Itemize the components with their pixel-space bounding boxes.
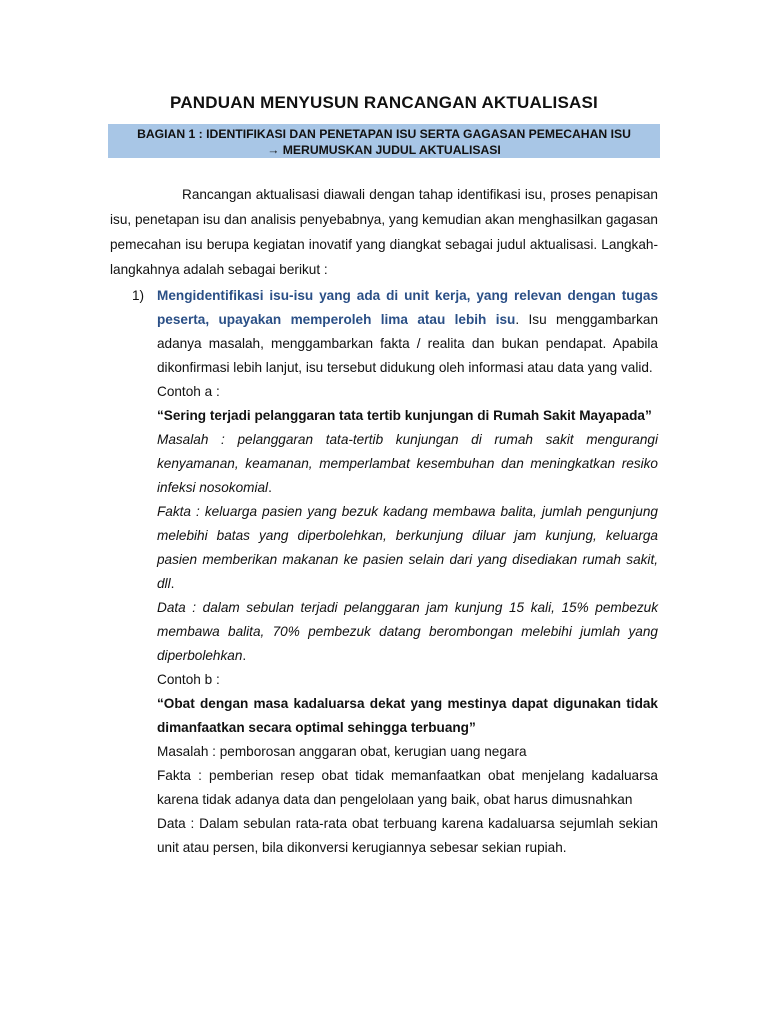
example-a-data-text: Data : dalam sebulan terjadi pelanggaran jam kunjung 15 kali, 15% pembezuk membawa balita, 70% pembezuk datang berombongan melebihi jumlah yang diperbolehkan (157, 600, 658, 663)
example-b-fakta: Fakta : pemberian resep obat tidak memanfaatkan obat menjelang kadaluarsa karena tidak adanya data dan pengelolaan yang baik, obat harus dimusnahkan (157, 768, 658, 807)
example-a-data (157, 596, 658, 668)
example-b-data: Data : Dalam sebulan rata-rata obat terbuang karena kadaluarsa sejumlah sekian unit atau persen, bila dikonversi kerugiannya sebesar sekian rupiah. (157, 816, 658, 855)
item-heading: Mengidentifikasi isu-isu yang ada di unit kerja, yang relevan dengan tugas peserta, upayakan memperoleh lima atau lebih isu (157, 288, 658, 327)
list-number: 1) (132, 288, 145, 303)
banner-line-2-text: MERUMUSKAN JUDUL AKTUALISASI (279, 143, 501, 157)
item-heading-paragraph (157, 284, 658, 380)
banner-line-1: BAGIAN 1 : IDENTIFIKASI DAN PENETAPAN ISU SERTA GAGASAN PEMECAHAN ISU (137, 127, 631, 141)
arrow-right-icon: → (267, 143, 280, 157)
example-a-fakta (157, 500, 658, 596)
example-a-data-end: . (242, 648, 247, 663)
section-banner (108, 124, 660, 158)
item-heading-end: . (515, 312, 520, 327)
example-a-masalah-text: Masalah : pelanggaran tata-tertib kunjungan di rumah sakit mengurangi kenyamanan, keamanan, memperlambat kesembuhan dan meningkatkan resiko infeksi nosokomial (157, 432, 658, 495)
example-b-title: “Obat dengan masa kadaluarsa dekat yang mestinya dapat digunakan tidak dimanfaatkan secara optimal sehingga terbuang” (157, 696, 658, 735)
example-a-label: Contoh a : (157, 384, 220, 399)
example-a-fakta-text: Fakta : keluarga pasien yang bezuk kadang membawa balita, jumlah pengunjung melebihi batas yang diperbolehkan, berkunjung diluar jam kunjung, keluarga pasien memberikan makanan ke pasien selain dari yang disediakan rumah sakit, dll (157, 504, 658, 591)
example-a-fakta-end: . (170, 576, 175, 591)
banner-line-2 (108, 142, 660, 158)
example-a-title: “Sering terjadi pelanggaran tata tertib kunjungan di Rumah Sakit Mayapada” (157, 408, 652, 423)
example-b-label: Contoh b : (157, 672, 220, 687)
page-title: PANDUAN MENYUSUN RANCANGAN AKTUALISASI (170, 93, 598, 112)
example-a-masalah (157, 428, 658, 500)
list-item-body (157, 284, 658, 860)
item-text: Isu menggambarkan adanya masalah, menggambarkan fakta / realita dan bukan pendapat. Apabila dikonfirmasi lebih lanjut, isu tersebut didukung oleh informasi atau data yang valid. (157, 312, 659, 375)
intro-paragraph (110, 182, 658, 282)
intro-text: Rancangan aktualisasi diawali dengan tahap identifikasi isu, proses penapisan isu, penetapan isu dan analisis penyebabnya, yang kemudian akan menghasilkan gagasan pemecahan isu berupa kegiatan inovatif yang diangkat sebagai judul aktualisasi. Langkah-langkahnya adalah sebagai berikut : (110, 187, 658, 277)
example-a-masalah-end: . (268, 480, 272, 495)
example-b-masalah: Masalah : pemborosan anggaran obat, kerugian uang negara (157, 744, 527, 759)
